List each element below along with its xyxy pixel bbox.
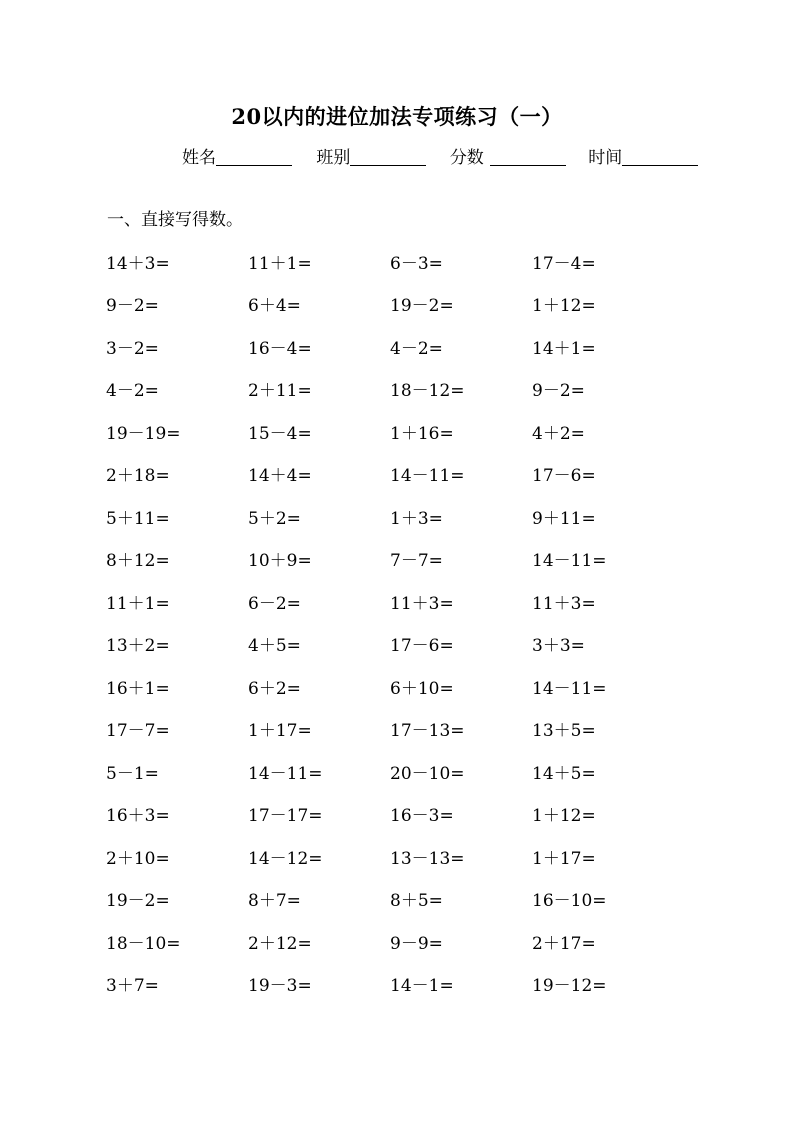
problem-item: 4＋5= [248,636,301,657]
problem-item: 16＋3= [106,806,170,827]
problem-row [106,719,674,761]
problem-item: 14＋1= [532,338,596,359]
problem-item: 9－2= [532,381,585,402]
problem-item: 14－11= [248,763,323,784]
problem-item: 9＋11= [532,508,596,529]
problem-row [106,932,674,974]
problem-row [106,422,674,464]
problem-item: 14－1= [390,975,454,996]
problem-item: 18－12= [390,381,465,402]
problem-row [106,762,674,804]
problem-item: 1＋12= [532,806,596,827]
name-label: 姓名 [182,148,216,168]
problem-item: 13＋5= [532,721,596,742]
problem-item: 19－19= [106,423,181,444]
problem-item: 14－12= [248,848,323,869]
problem-row [106,974,674,1016]
problem-item: 6＋10= [390,678,454,699]
problem-item: 15－4= [248,423,312,444]
problem-item: 4－2= [390,338,443,359]
problem-item: 2＋11= [248,381,312,402]
problem-item: 11＋3= [532,593,596,614]
problem-item: 16－3= [390,806,454,827]
problem-item: 4＋2= [532,423,585,444]
problem-item: 3＋3= [532,636,585,657]
problem-item: 13＋2= [106,636,170,657]
problem-item: 19－2= [390,296,454,317]
problem-item: 17－4= [532,254,596,274]
problem-item: 1＋3= [390,508,443,529]
problem-row [106,464,674,506]
problem-item: 17－6= [532,466,596,487]
problem-row [106,549,674,591]
problem-item: 6－2= [248,593,301,614]
problem-item: 19－3= [248,975,312,996]
problem-item: 14＋3= [106,254,170,274]
problem-row [106,847,674,889]
problem-item: 1＋16= [390,423,454,444]
problem-row [106,634,674,676]
problem-item: 19－2= [106,891,170,912]
problem-item: 1＋17= [532,848,596,869]
problem-grid [106,252,674,1016]
problem-item: 14－11= [532,551,607,572]
problem-item: 14－11= [532,678,607,699]
problem-row [106,889,674,931]
problem-item: 5＋11= [106,508,170,529]
problem-item: 6＋4= [248,296,301,317]
problem-item: 17－7= [106,721,170,742]
problem-item: 1＋12= [532,296,596,317]
time-field [588,146,698,170]
problem-item: 9－2= [106,296,159,317]
problem-row [106,677,674,719]
problem-item: 2＋18= [106,466,170,487]
problem-item: 14＋4= [248,466,312,487]
name-field [182,146,292,170]
problem-item: 3＋7= [106,975,159,996]
problem-item: 16－4= [248,338,312,359]
score-field [450,146,566,170]
problem-item: 14－11= [390,466,465,487]
score-label: 分数 [449,148,484,168]
problem-item: 14＋5= [532,763,596,784]
problem-item: 1＋17= [248,721,312,742]
problem-item: 11＋3= [390,593,454,614]
problem-row [106,804,674,846]
page-title: 20以内的进位加法专项练习（一） [231,104,563,129]
problem-item: 8＋12= [106,551,170,572]
problem-row [106,294,674,336]
problem-item: 5＋2= [248,508,301,529]
problem-item: 10＋9= [248,551,312,572]
section-heading: 一、直接写得数。 [107,210,243,230]
problem-item: 9－9= [390,933,443,954]
problem-row [106,507,674,549]
problem-item: 2＋12= [248,933,312,954]
name-blank-line[interactable] [216,146,292,166]
problem-item: 18－10= [106,933,181,954]
problem-item: 17－17= [248,806,323,827]
problem-item: 6＋2= [248,678,301,699]
time-label: 时间 [588,148,623,168]
problem-item: 6－3= [390,254,443,274]
problem-item: 8＋5= [390,891,443,912]
problem-item: 20－10= [390,763,465,784]
problem-item: 11＋1= [248,254,312,274]
problem-row [106,252,674,294]
student-info-row [182,146,698,170]
problem-item: 2＋10= [106,848,170,869]
class-blank-line[interactable] [350,146,426,166]
problem-item: 5－1= [106,763,159,784]
class-label: 班别 [316,148,351,168]
problem-item: 17－6= [390,636,454,657]
problem-row [106,592,674,634]
problem-item: 3－2= [106,338,159,359]
problem-row [106,337,674,379]
time-blank-line[interactable] [622,146,698,166]
problem-item: 16－10= [532,891,607,912]
score-blank-line[interactable] [490,146,566,166]
problem-item: 7－7= [390,551,443,572]
problem-item: 13－13= [390,848,465,869]
problem-item: 11＋1= [106,593,170,614]
problem-item: 8＋7= [248,891,301,912]
problem-item: 2＋17= [532,933,596,954]
problem-item: 16＋1= [106,678,170,699]
problem-item: 4－2= [106,381,159,402]
problem-item: 19－12= [532,975,607,996]
class-field [316,146,426,170]
problem-item: 17－13= [390,721,465,742]
problem-row [106,379,674,421]
